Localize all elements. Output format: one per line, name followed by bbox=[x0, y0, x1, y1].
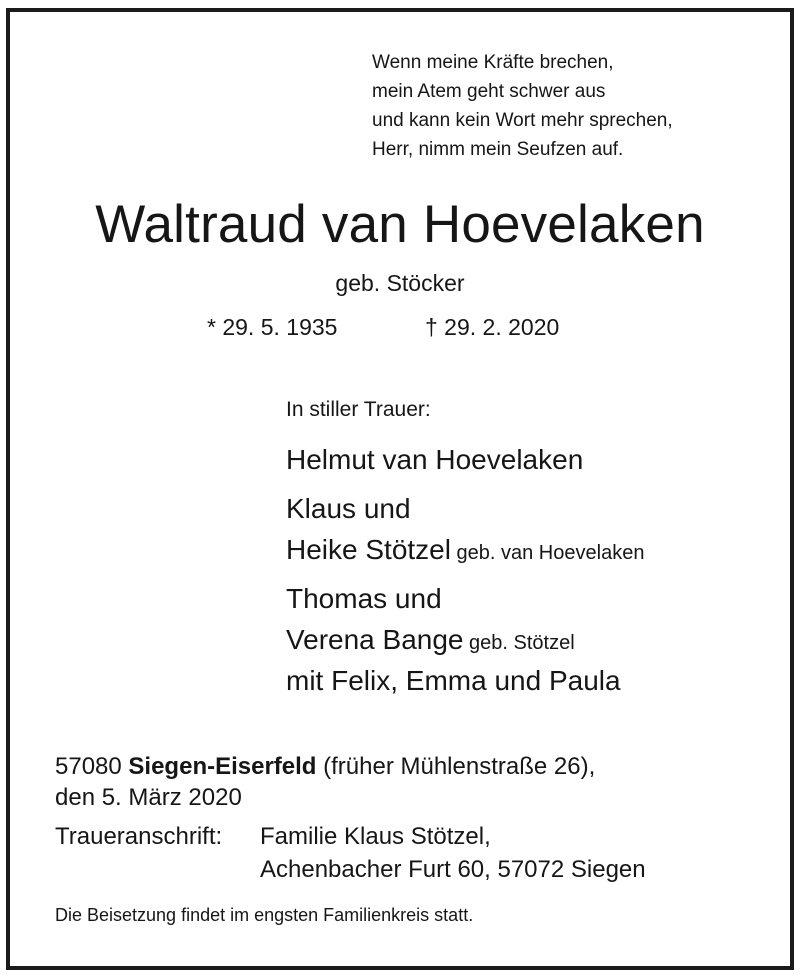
poem-line: und kann kein Wort mehr sprechen, bbox=[372, 110, 673, 131]
poem-line: Herr, nimm mein Seufzen auf. bbox=[372, 139, 624, 160]
mourner-birth-name: geb. Stötzel bbox=[463, 632, 575, 654]
zip-code: 57080 bbox=[55, 753, 129, 780]
mourner-line: Helmut van Hoevelaken bbox=[286, 444, 584, 475]
mourner-line: Klaus und bbox=[286, 493, 411, 524]
address-line: Familie Klaus Stötzel, bbox=[260, 823, 491, 850]
address-label: Traueranschrift: bbox=[55, 823, 223, 850]
city: Siegen-Eiserfeld bbox=[128, 753, 317, 780]
mourners-heading: In stiller Trauer: bbox=[286, 398, 431, 421]
death-date: † 29. 2. 2020 bbox=[425, 314, 560, 340]
mourner-name: Heike Stötzel bbox=[286, 534, 451, 565]
place-line bbox=[55, 752, 595, 782]
maiden-name: geb. Stöcker bbox=[335, 270, 465, 296]
poem-line: Wenn meine Kräfte brechen, bbox=[372, 52, 614, 73]
birth-date: * 29. 5. 1935 bbox=[207, 314, 338, 340]
mourner-birth-name: geb. van Hoevelaken bbox=[450, 542, 645, 564]
address-line: Achenbacher Furt 60, 57072 Siegen bbox=[260, 856, 646, 883]
mourner-line bbox=[286, 622, 575, 661]
mourner-line: mit Felix, Emma und Paula bbox=[286, 665, 621, 696]
mourner-line bbox=[286, 532, 644, 571]
funeral-note: Die Beisetzung findet im engsten Familienkreis statt. bbox=[55, 905, 474, 925]
poem-line: mein Atem geht schwer aus bbox=[372, 81, 606, 102]
mourner-name: Verena Bange bbox=[286, 624, 464, 655]
former-address: (früher Mühlenstraße 26), bbox=[316, 753, 596, 780]
deceased-name: Waltraud van Hoevelaken bbox=[95, 195, 705, 254]
place-date: den 5. März 2020 bbox=[55, 784, 242, 811]
mourner-line: Thomas und bbox=[286, 583, 442, 614]
poem bbox=[372, 48, 673, 164]
